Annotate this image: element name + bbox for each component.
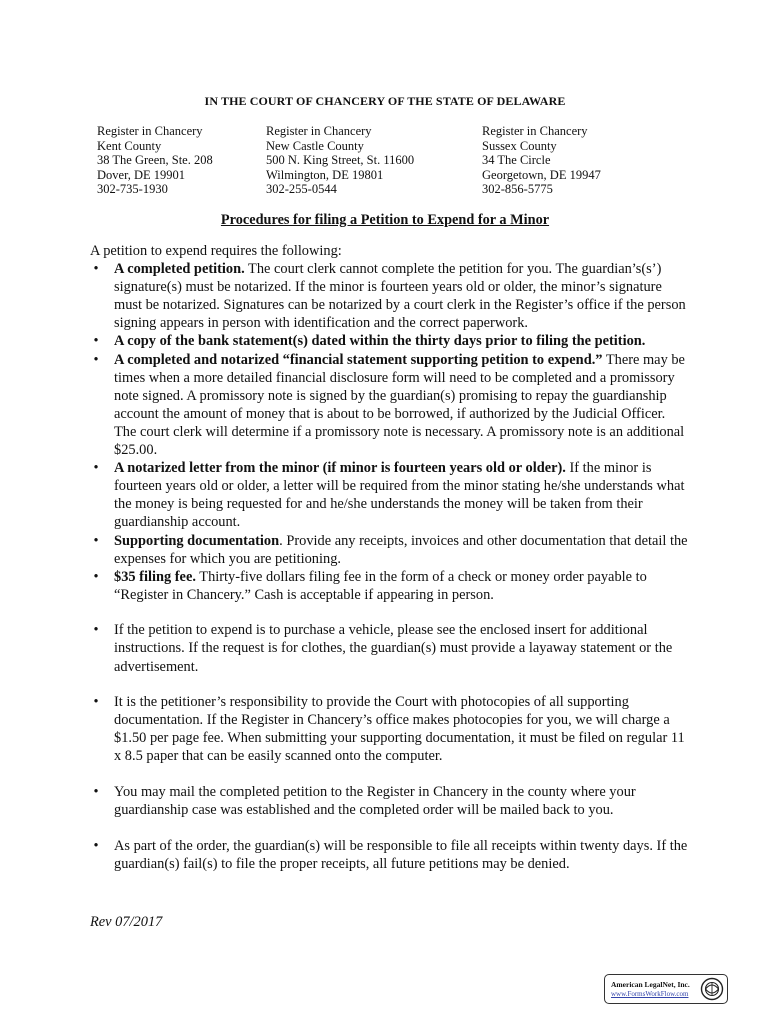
requirement-item [90,532,690,568]
bullet-icon: • [93,460,99,477]
register-line: Sussex County [482,138,557,153]
register-line: 302-735-1930 [97,182,168,197]
requirement-heading: $35 filing fee. [114,568,196,585]
bullet-icon: • [93,837,99,854]
court-heading: IN THE COURT OF CHANCERY OF THE STATE OF DELAWARE [204,94,566,108]
requirement-item [90,260,690,332]
requirement-heading: Supporting documentation [114,532,280,549]
register-line: 500 N. King Street, St. 11600 [266,153,415,168]
register-line: Register in Chancery [266,124,372,138]
register-sussex [482,124,601,197]
note-text: You may mail the completed petition to the Register in Chancery in the county where your guardianship case was established and the completed order will be mailed back to you. [114,784,636,819]
register-line: 302-856-5775 [482,182,553,197]
logo-url-link[interactable]: www.FormsWorkFlow.com [611,990,689,998]
requirement-heading: A completed and notarized “financial statement supporting petition to expend.” [114,351,603,368]
bullet-icon: • [93,261,99,278]
requirement-text: There may be times when a more detailed financial disclosure form will need to be completed and a promissory note signed. A promissory note is signed by the guardian(s) promising to repay the guardianship account the amount of money that is about to be borrowed, if authorized by the Judicial Officer. The court clerk will determine if a promissory note is necessary. A promissory note is an additional $25.00. [114,351,685,459]
bullet-icon: • [93,568,99,585]
register-kent [97,124,213,197]
requirement-text: . Provide any receipts, invoices and other documentation that detail the expenses for which you are petitioning. [114,532,688,567]
bullet-icon: • [93,351,99,368]
requirement-item [90,351,690,460]
note-item [90,693,690,765]
bullet-icon: • [93,784,99,801]
note-item [90,783,690,819]
note-text: As part of the order, the guardian(s) will be responsible to file all receipts within twenty days. If the guardian(s) fail(s) to file the proper receipts, all future petitions may be denied. [114,837,688,872]
register-line: 34 The Circle [482,153,551,168]
register-line: Register in Chancery [482,124,588,138]
revision-date: Rev 07/2017 [90,914,163,930]
note-text: If the petition to expend is to purchase a vehicle, please see the enclosed insert for additional instructions. If the request is for clothes, the guardian(s) must provide a layaway statement or the advertisement. [114,622,673,675]
register-line: 38 The Green, Ste. 208 [97,153,213,168]
requirements-list [90,260,690,604]
register-line: Dover, DE 19901 [97,167,186,182]
note-text: It is the petitioner’s responsibility to provide the Court with photocopies of all supporting documentation. If the Register in Chancery’s office makes photocopies for you, we will charge a $1.50 per page fee. When submitting your supporting documentation, it must be filed on regular 11 x 8.5 paper that can be easily scanned onto the computer. [114,694,685,765]
register-line: New Castle County [266,138,364,153]
bullet-icon: • [93,532,99,549]
requirement-item [90,459,690,531]
document-title: Procedures for filing a Petition to Expend for a Minor [220,212,550,228]
note-item [90,837,690,873]
requirement-text: The court clerk cannot complete the petition for you. The guardian’s(s’) signature(s) must be notarized. If the minor is fourteen years old or older, the minor’s signature must be notarized. Signatures can be notarized by a court clerk in the Register’s office if the person signing appears in person with identification and the correct paperwork. [114,261,686,332]
requirement-text: Thirty-five dollars filing fee in the form of a check or money order payable to “Register in Chancery.” Cash is acceptable if appearing in person. [114,568,647,603]
bullet-icon: • [93,694,99,711]
requirement-text: If the minor is fourteen years old or older, a letter will be required from the minor stating he/she understands what the money is being requested for and he/she understands the money will be taken from their guardianship account. [114,460,685,531]
requirement-heading: A completed petition. [114,261,245,278]
requirement-item [90,332,690,350]
notes-list [90,621,690,873]
requirement-item [90,568,690,604]
bullet-icon: • [93,333,99,350]
globe-seal-icon [700,977,724,1001]
register-line: Wilmington, DE 19801 [266,167,384,182]
note-item [90,621,690,675]
register-new-castle [266,124,414,197]
bullet-icon: • [93,622,99,639]
register-line: Georgetown, DE 19947 [482,167,601,182]
requirement-heading: A copy of the bank statement(s) dated within the thirty days prior to filing the petition. [114,333,646,350]
document-body [90,242,690,873]
logo-company: American LegalNet, Inc. [611,980,690,989]
requirement-heading: A notarized letter from the minor (if minor is fourteen years old or older). [114,460,566,477]
register-line: 302-255-0544 [266,182,337,197]
intro-text: A petition to expend requires the following: [90,243,342,259]
publisher-logo[interactable] [604,974,728,1004]
register-line: Kent County [97,138,162,153]
register-line: Register in Chancery [97,124,203,138]
